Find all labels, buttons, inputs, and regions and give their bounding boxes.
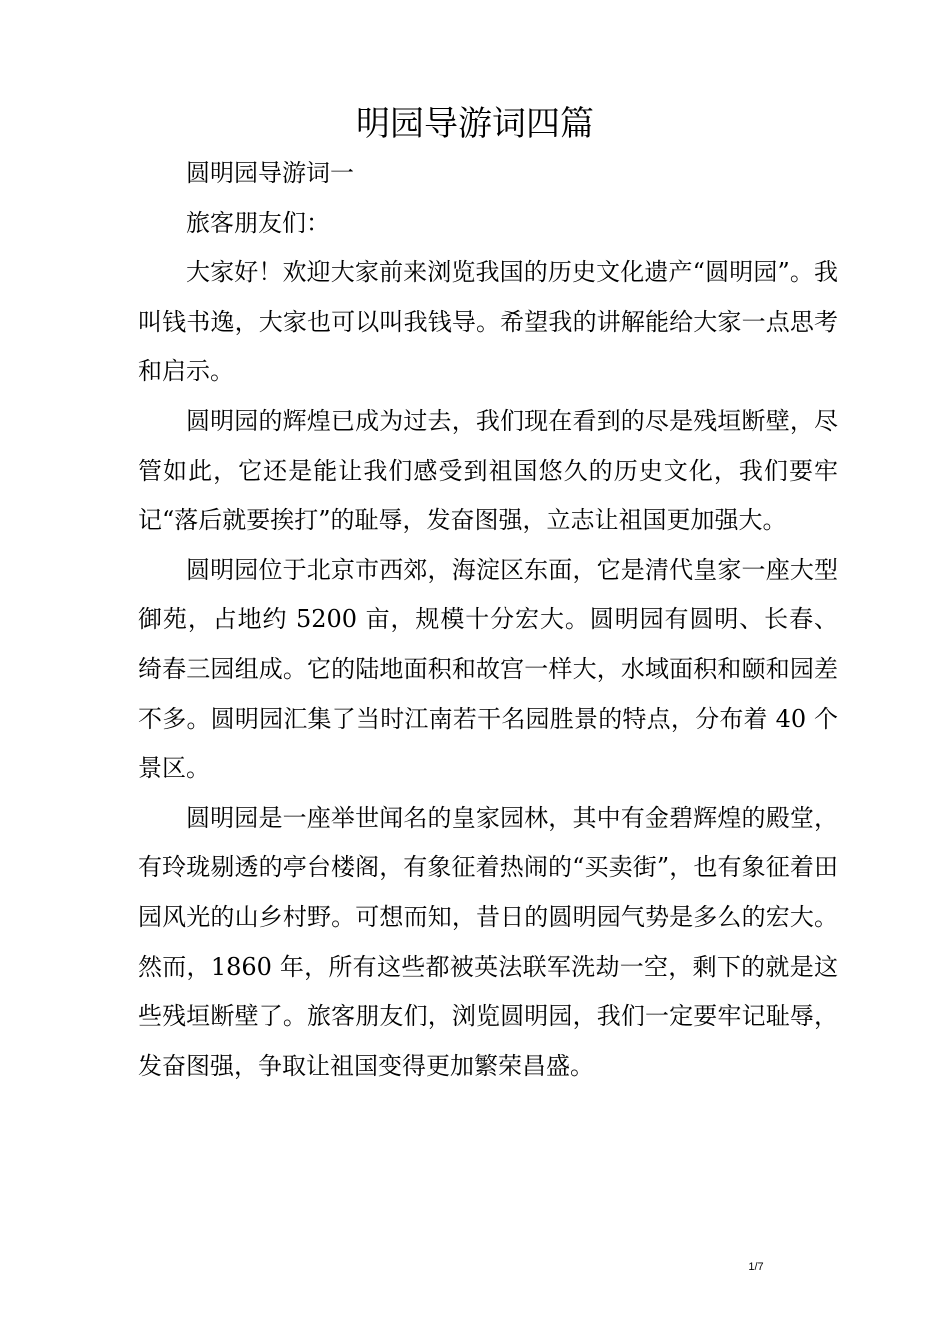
page-number: 1/7 (748, 1261, 764, 1273)
paragraph: 圆明园位于北京市西郊，海淀区东面，它是清代皇家一座大型御苑，占地约 5200 亩，规模十分宏大。圆明园有圆明、长春、绮春三园组成。它的陆地面积和故宫一样大，水域面积和颐和园差不多。圆明园汇集了当时江南若干名园胜景的特点，分布着 40 个景区。 (138, 555, 838, 783)
paragraph: 圆明园是一座举世闻名的皇家园林，其中有金碧辉煌的殿堂，有玲珑剔透的亭台楼阁，有象征着热闹的“买卖街”，也有象征着田园风光的山乡村野。可想而知，昔日的圆明园气势是多么的宏大。然而，1860 年，所有这些都被英法联军洗劫一空，剩下的就是这些残垣断壁了。旅客朋友们，浏览圆明园，我们一定要牢记耻辱，发奋图强，争取让祖国变得更加繁荣昌盛。 (138, 803, 838, 1080)
paragraph-heading: 圆明园导游词一 (186, 159, 354, 187)
paragraph-greeting: 旅客朋友们： (186, 208, 330, 237)
document-title: 明园导游词四篇 (356, 104, 594, 144)
paragraph: 圆明园的辉煌已成为过去，我们现在看到的尽是残垣断壁，尽管如此，它还是能让我们感受到祖国悠久的历史文化，我们要牢记“落后就要挨打”的耻辱，发奋图强，立志让祖国更加强大。 (138, 406, 838, 535)
document-body (138, 149, 838, 1091)
paragraph: 大家好！欢迎大家前来浏览我国的历史文化遗产“圆明园”。我叫钱书逸，大家也可以叫我钱导。希望我的讲解能给大家一点思考和启示。 (138, 258, 838, 386)
